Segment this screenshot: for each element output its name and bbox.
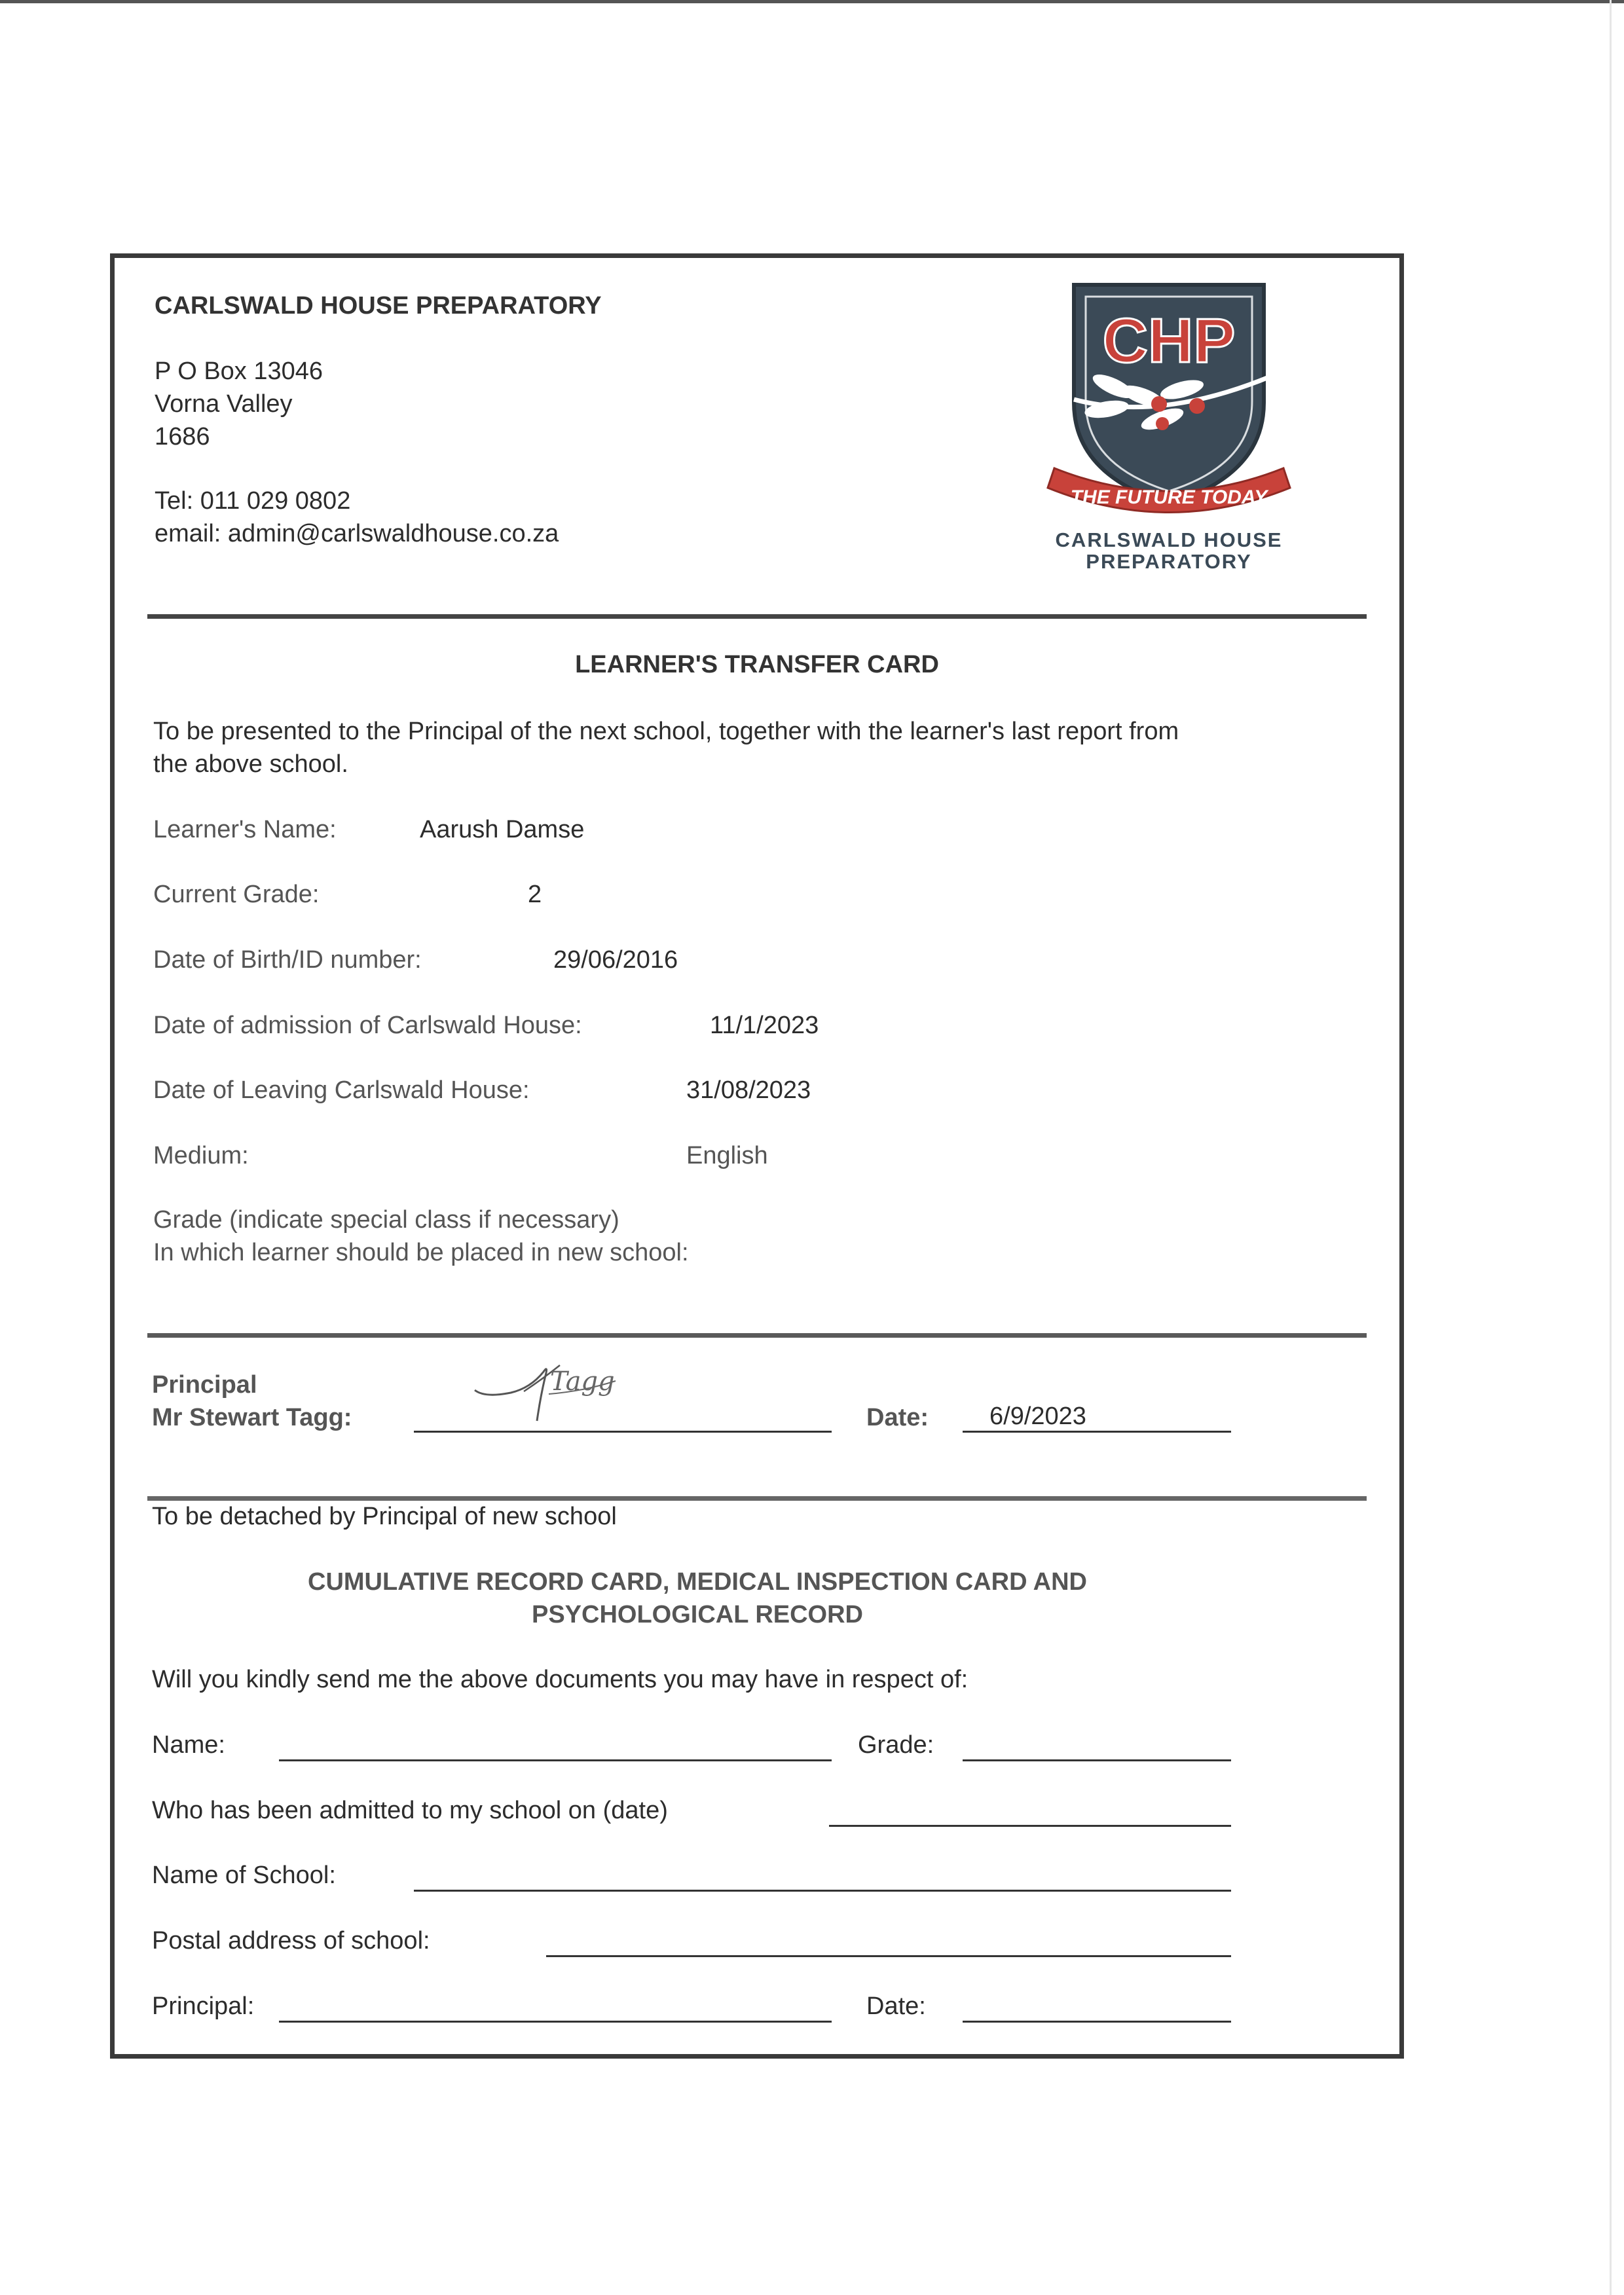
transfer-title: LEARNER'S TRANSFER CARD xyxy=(575,651,939,678)
admission-date-label: Date of admission of Carlswald House: xyxy=(153,1012,582,1039)
signature-line xyxy=(414,1431,832,1433)
logo-caption-2: PREPARATORY xyxy=(1086,550,1252,573)
signature-date-label: Date: xyxy=(866,1404,929,1431)
current-grade-value: 2 xyxy=(528,881,542,908)
principal-label: Principal xyxy=(152,1371,257,1399)
address-line-3: 1686 xyxy=(155,423,210,450)
signature-icon xyxy=(471,1352,668,1427)
scan-edge-top xyxy=(0,0,1624,3)
detach-title-2: PSYCHOLOGICAL RECORD xyxy=(531,1601,863,1628)
principal-signature xyxy=(471,1352,668,1427)
medium-label: Medium: xyxy=(153,1142,249,1169)
school-crest-icon xyxy=(1028,278,1303,579)
detach-title-1: CUMULATIVE RECORD CARD, MEDICAL INSPECTION CARD AND xyxy=(308,1568,1087,1596)
dob-value: 29/06/2016 xyxy=(553,946,678,974)
placement-line-2: In which learner should be placed in new school: xyxy=(153,1239,689,1266)
medium-value: English xyxy=(686,1142,768,1169)
current-grade-label: Current Grade: xyxy=(153,881,320,908)
request-text: Will you kindly send me the above documents you may have in respect of: xyxy=(152,1666,969,1693)
leaving-date-value: 31/08/2023 xyxy=(686,1076,811,1104)
telephone: Tel: 011 029 0802 xyxy=(155,487,351,515)
header-divider xyxy=(147,614,1367,619)
scan-edge-right xyxy=(1610,0,1612,2295)
placement-line-1: Grade (indicate special class if necessary) xyxy=(153,1206,619,1234)
signature-text: Tagg xyxy=(550,1367,615,1397)
learner-name-value: Aarush Damse xyxy=(420,816,585,843)
name-label: Name: xyxy=(152,1731,225,1759)
name-field[interactable] xyxy=(279,1759,832,1761)
school-name-label: Name of School: xyxy=(152,1862,336,1889)
postal-address-label: Postal address of school: xyxy=(152,1927,430,1955)
new-date-field[interactable] xyxy=(963,2021,1231,2023)
section-divider-1 xyxy=(147,1333,1367,1338)
dob-label: Date of Birth/ID number: xyxy=(153,946,422,974)
address-line-1: P O Box 13046 xyxy=(155,358,323,385)
signature-date-value: 6/9/2023 xyxy=(989,1403,1086,1430)
grade-field[interactable] xyxy=(963,1759,1231,1761)
school-logo xyxy=(1028,278,1303,579)
logo-caption-1: CARLSWALD HOUSE xyxy=(1055,528,1283,551)
new-principal-field[interactable] xyxy=(279,2021,832,2023)
new-principal-label: Principal: xyxy=(152,1992,255,2020)
detach-note: To be detached by Principal of new school xyxy=(152,1503,617,1530)
school-name-field[interactable] xyxy=(414,1890,1231,1892)
logo-motto: THE FUTURE TODAY xyxy=(1070,487,1268,508)
grade-label: Grade: xyxy=(858,1731,934,1759)
intro-line-1: To be presented to the Principal of the next school, together with the learner's last report from xyxy=(153,718,1179,745)
school-name: CARLSWALD HOUSE PREPARATORY xyxy=(155,292,602,320)
intro-line-2: the above school. xyxy=(153,750,348,778)
admission-date-value: 11/1/2023 xyxy=(710,1012,819,1039)
principal-name: Mr Stewart Tagg: xyxy=(152,1404,352,1431)
postal-address-field[interactable] xyxy=(546,1955,1231,1957)
email: email: admin@carlswaldhouse.co.za xyxy=(155,520,559,547)
logo-initials: CHP xyxy=(1102,306,1236,376)
signature-date-line xyxy=(963,1431,1231,1433)
new-date-label: Date: xyxy=(866,1992,926,2020)
admitted-label: Who has been admitted to my school on (date) xyxy=(152,1797,668,1824)
section-divider-2 xyxy=(147,1496,1367,1501)
address-line-2: Vorna Valley xyxy=(155,390,293,418)
leaving-date-label: Date of Leaving Carlswald House: xyxy=(153,1076,530,1104)
admitted-date-field[interactable] xyxy=(829,1825,1231,1827)
learner-name-label: Learner's Name: xyxy=(153,816,337,843)
